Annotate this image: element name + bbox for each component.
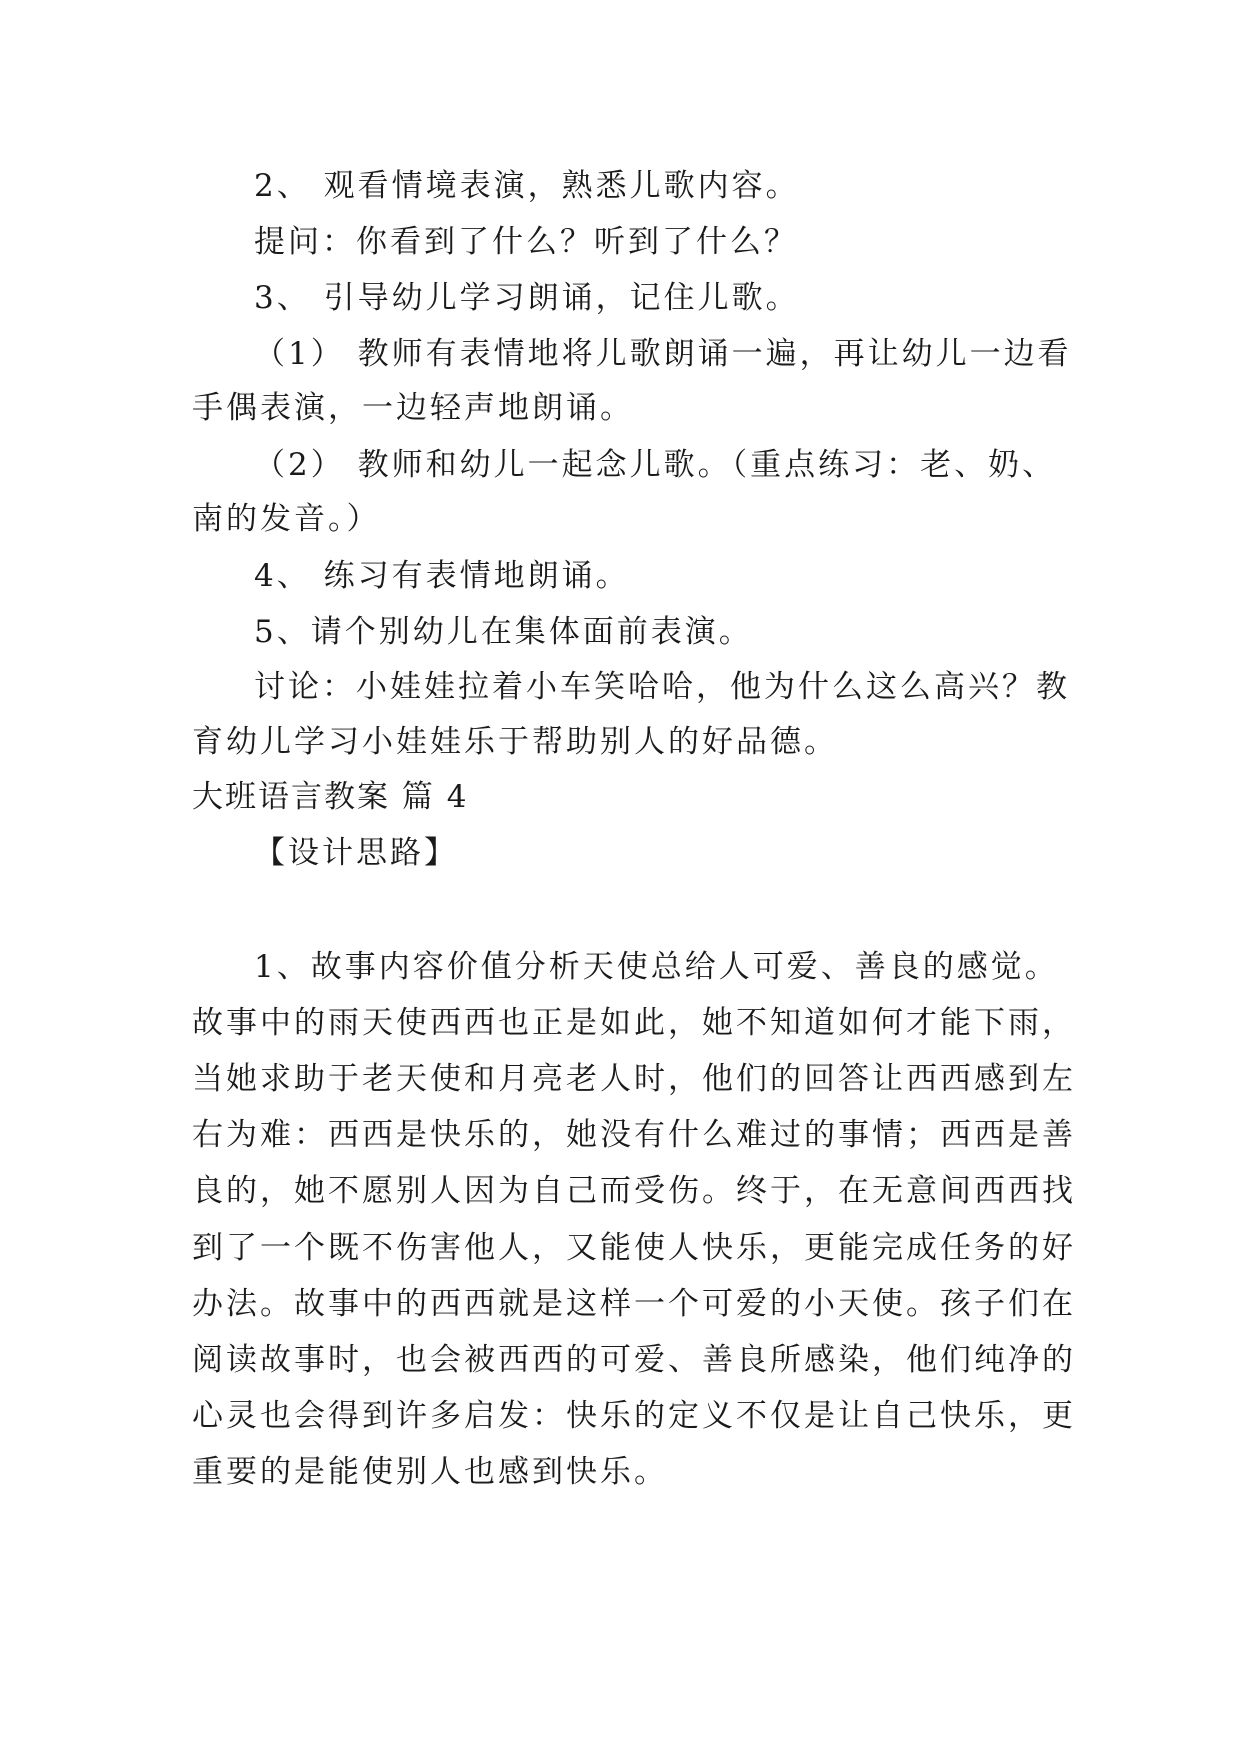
paragraph-line: 右为难：西西是快乐的，她没有什么难过的事情；西西是善 [192, 1117, 1076, 1153]
paragraph-line: （2） 教师和幼儿一起念儿歌。（重点练习：老、奶、 [254, 447, 1057, 483]
paragraph-line: 良的，她不愿别人因为自己而受伤。终于，在无意间西西找 [192, 1173, 1076, 1209]
paragraph-line: 到了一个既不伤害他人，又能使人快乐，更能完成任务的好 [192, 1230, 1076, 1266]
paragraph-line: 提问：你看到了什么？听到了什么？ [254, 224, 798, 260]
paragraph-line: 育幼儿学习小娃娃乐于帮助别人的好品德。 [192, 724, 838, 760]
paragraph-line: 5、请个别幼儿在集体面前表演。 [254, 614, 753, 650]
paragraph-line: 3、 引导幼儿学习朗诵，记住儿歌。 [254, 280, 800, 316]
paragraph-line: 办法。故事中的西西就是这样一个可爱的小天使。孩子们在 [192, 1286, 1076, 1322]
paragraph-line: 当她求助于老天使和月亮老人时，他们的回答让西西感到左 [192, 1061, 1076, 1097]
subsection-heading: 【设计思路】 [254, 835, 458, 871]
paragraph-line: 心灵也会得到许多启发：快乐的定义不仅是让自己快乐，更 [192, 1398, 1076, 1434]
paragraph-line: （1） 教师有表情地将儿歌朗诵一遍，再让幼儿一边看 [254, 336, 1072, 372]
paragraph-line: 重要的是能使别人也感到快乐。 [192, 1454, 668, 1490]
paragraph-line: 讨论：小娃娃拉着小车笑哈哈，他为什么这么高兴？教 [254, 669, 1070, 705]
paragraph-line: 4、 练习有表情地朗诵。 [254, 558, 630, 594]
paragraph-line: 阅读故事时，也会被西西的可爱、善良所感染，他们纯净的 [192, 1342, 1076, 1378]
paragraph-line: 1、故事内容价值分析天使总给人可爱、善良的感觉。 [254, 949, 1059, 985]
paragraph-line: 手偶表演，一边轻声地朗诵。 [192, 390, 634, 426]
section-heading: 大班语言教案 篇 4 [192, 779, 469, 815]
paragraph-line: 2、 观看情境表演，熟悉儿歌内容。 [254, 168, 800, 204]
paragraph-line: 故事中的雨天使西西也正是如此，她不知道如何才能下雨， [192, 1005, 1076, 1041]
paragraph-line: 南的发音。） [192, 501, 381, 537]
